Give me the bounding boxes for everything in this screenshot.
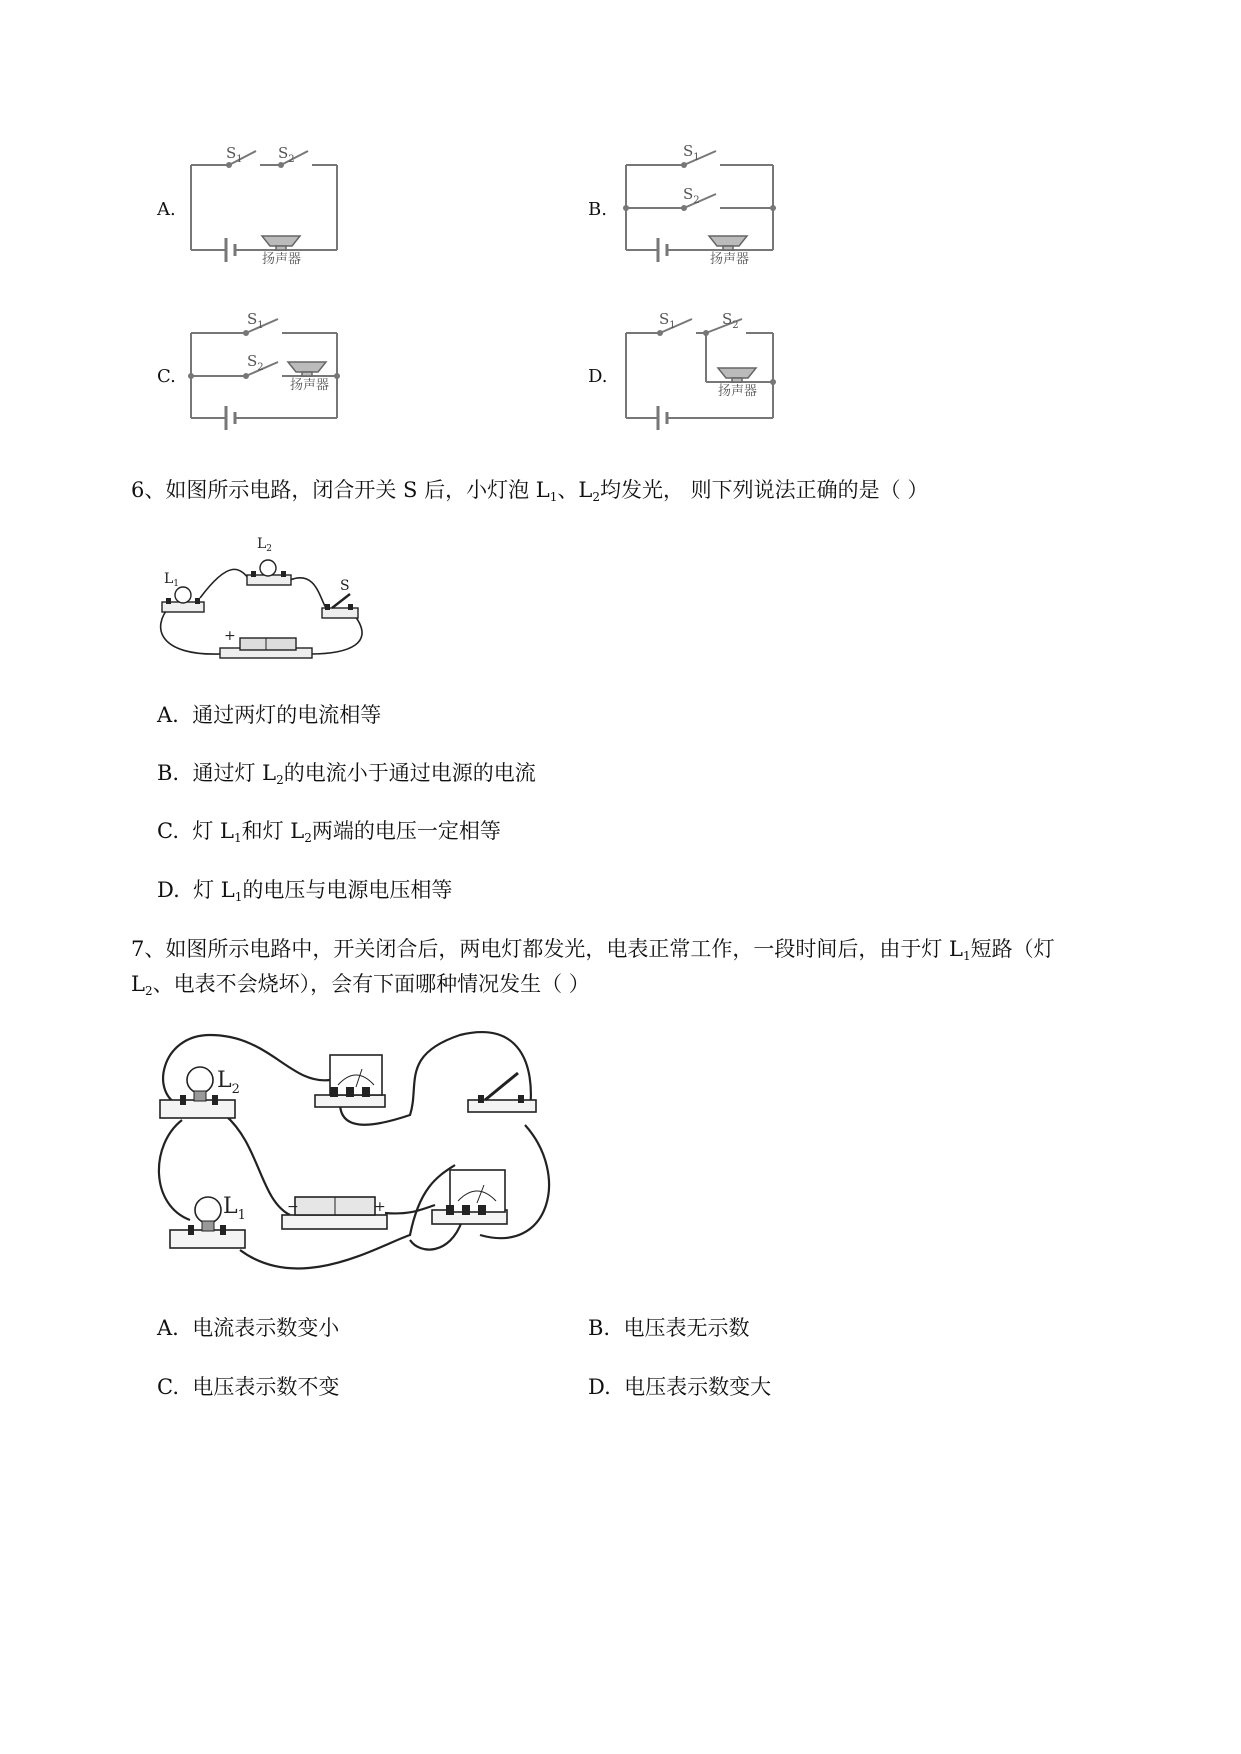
q5-option-d-key: D. [588, 366, 608, 387]
label-s: S [340, 578, 350, 594]
q6-option-a: A. 通过两灯的电流相等 [157, 703, 382, 727]
q6-number: 6、 [131, 478, 166, 502]
speaker-icon [709, 236, 747, 250]
q7-option-a: A. 电流表示数变小 [157, 1316, 340, 1340]
label-s2: $S_2$ [722, 310, 739, 331]
q5-option-a-key: A. [157, 199, 176, 220]
q7-option-d: D. 电压表示数变大 [588, 1375, 772, 1399]
label-plus: + [374, 1199, 386, 1215]
switch-icon [322, 594, 358, 618]
label-s1: $S_1$ [226, 144, 243, 165]
bulb-l2 [247, 560, 291, 585]
voltmeter-icon [432, 1170, 507, 1224]
q7-number: 7、 [131, 937, 166, 961]
speaker-caption: 扬声器 [290, 378, 330, 393]
circuit-b [626, 151, 773, 262]
switch-icon [468, 1073, 536, 1112]
label-s1: $S_1$ [247, 310, 264, 331]
q6-option-b: B. 通过灯 $L_2$的电流小于通过电源的电流 [157, 761, 536, 787]
label-s2: $S_2$ [683, 185, 700, 206]
speaker-caption: 扬声器 [262, 252, 302, 267]
speaker-icon [288, 362, 326, 376]
speaker-caption: 扬声器 [718, 384, 758, 399]
label-s2: $S_2$ [247, 352, 264, 373]
bulb-l1 [162, 587, 204, 612]
speaker-caption: 扬声器 [710, 252, 750, 267]
q6-option-c: C. 灯 $L_1$和灯 $L_2$两端的电压一定相等 [157, 819, 501, 845]
q5-circuit-diagrams [0, 0, 1241, 460]
q6-option-d: D. 灯 $L_1$的电压与电源电压相等 [157, 878, 453, 904]
label-minus: − [287, 1199, 299, 1215]
q6-circuit-figure [150, 528, 380, 668]
q6-stem: 6、如图所示电路，闭合开关 S 后，小灯泡 $L_1$、$L_2$均发光， 则下列说法正确的是（ ） [131, 478, 929, 504]
label-l2: $L_2$ [217, 1068, 240, 1097]
label-l2: $L_2$ [257, 536, 273, 554]
q7-stem-line1: 7、如图所示电路中，开关闭合后，两电灯都发光，电表正常工作，一段时间后，由于灯 $L_1$短路（灯 [131, 937, 1055, 963]
speaker-icon [262, 236, 300, 250]
label-s2: $S_2$ [278, 144, 295, 165]
q5-option-b-key: B. [588, 199, 607, 220]
q5-option-c-key: C. [157, 366, 176, 387]
speaker-icon [718, 368, 756, 382]
q7-option-c: C. 电压表示数不变 [157, 1375, 340, 1399]
label-plus: + [224, 628, 236, 644]
circuit-c [191, 319, 337, 430]
label-s1: $S_1$ [659, 310, 676, 331]
label-l1: $L_1$ [223, 1194, 246, 1223]
label-l1: $L_1$ [164, 571, 180, 589]
circuit-a [191, 151, 337, 262]
q7-stem-line2: $L_2$、电表不会烧坏），会有下面哪种情况发生（ ） [131, 972, 590, 998]
q7-circuit-figure [150, 1025, 570, 1285]
q7-option-b: B. 电压表无示数 [588, 1316, 750, 1340]
label-s1: $S_1$ [683, 142, 700, 163]
